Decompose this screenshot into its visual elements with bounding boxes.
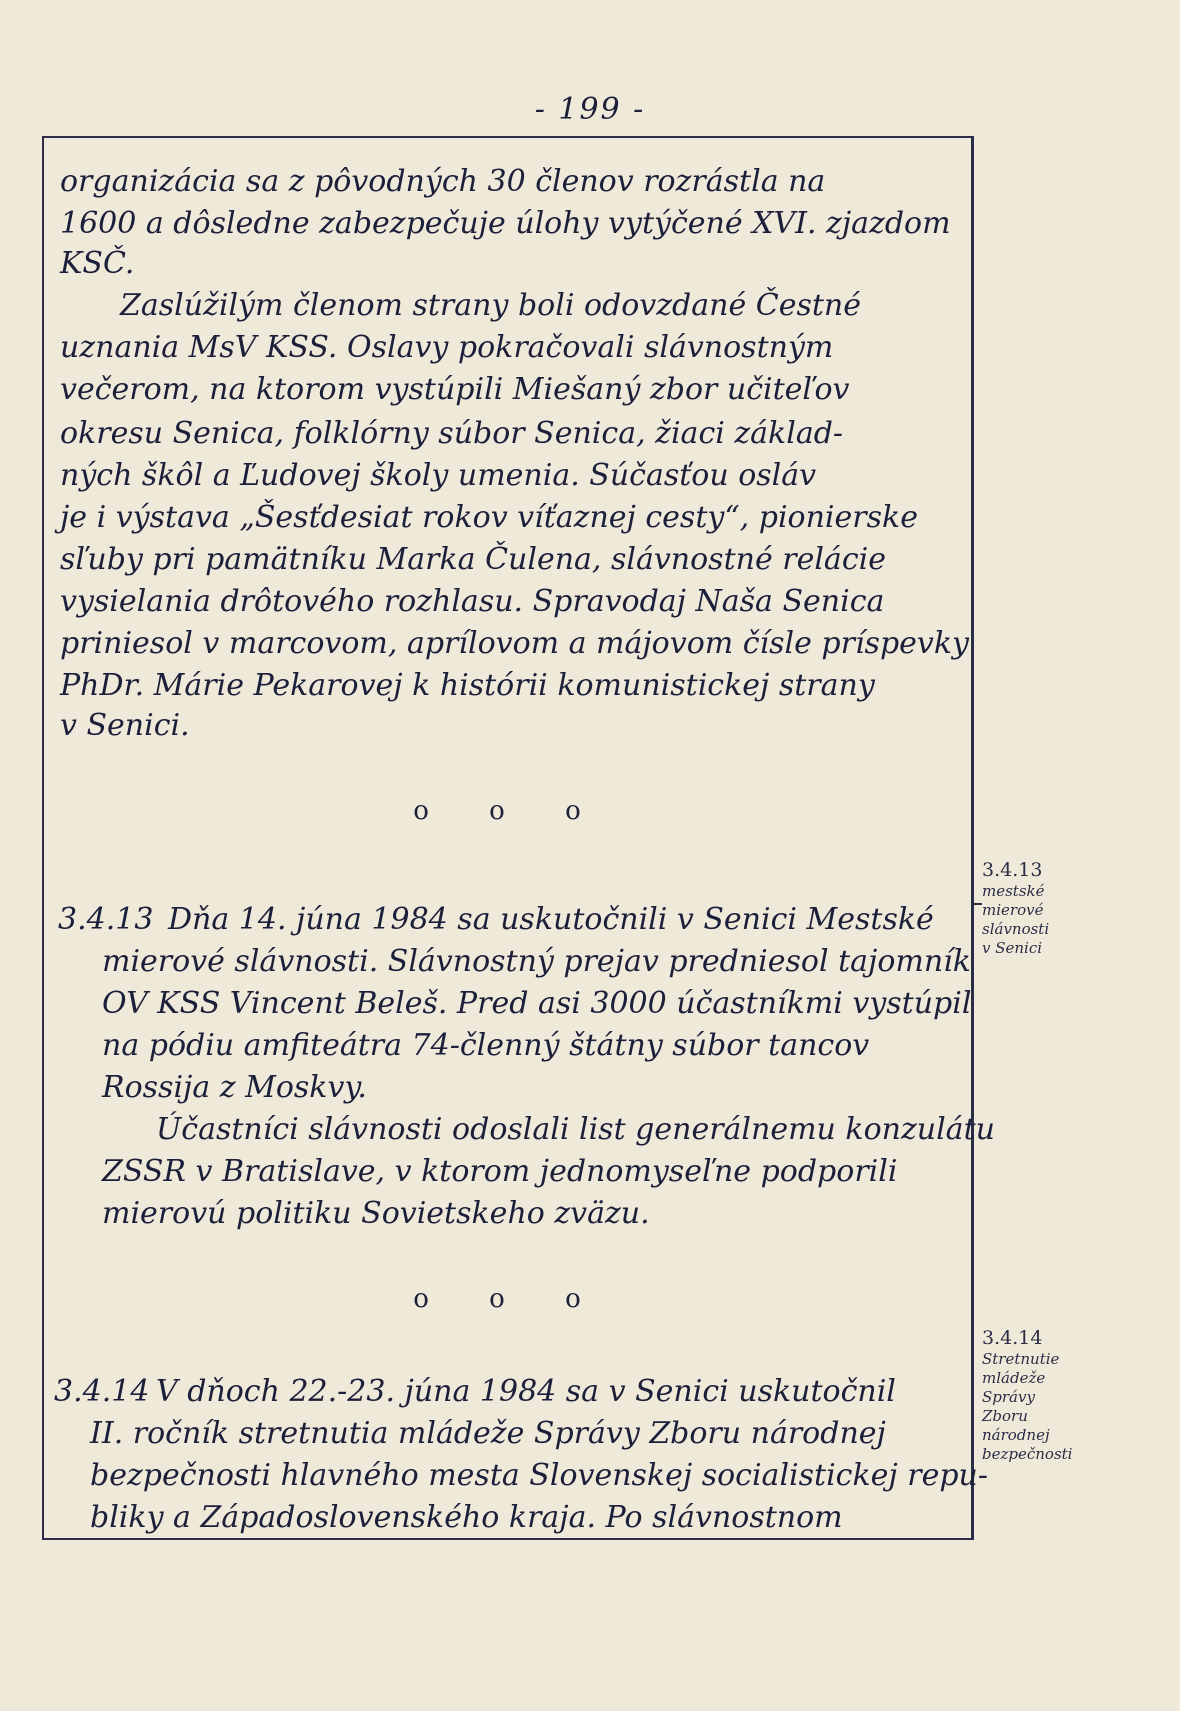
text-line: organizácia sa z pôvodných 30 členov rozrástla na [60,164,826,199]
section-separator: o o o [413,1284,607,1314]
margin-line: Správy [982,1388,1035,1406]
text-line: Zaslúžilým členom strany boli odovzdané Čestné [120,288,861,323]
text-line: sľuby pri pamätníku Marka Čulena, slávnostné relácie [60,542,886,577]
text-line: Rossija z Moskvy. [102,1070,367,1105]
text-line: na pódiu amfiteátra 74-členný štátny súbor tancov [102,1028,870,1063]
text-line: PhDr. Márie Pekarovej k histórii komunistickej strany [60,668,875,703]
text-line: ných škôl a Ľudovej školy umenia. Súčasťou osláv [60,458,817,493]
text-line: 1600 a dôsledne zabezpečuje úlohy vytýčené XVI. zjazdom [60,206,951,241]
margin-line: Stretnutie [982,1350,1060,1368]
margin-line: mestské [982,882,1045,900]
section-separator: o o o [413,796,607,826]
margin-note-3-4-13 [982,858,1172,958]
margin-ref: 3.4.14 [982,1327,1043,1349]
margin-line: bezpečnosti [982,1445,1073,1463]
text-line: mierové slávnosti. Slávnostný prejav predniesol tajomník [102,944,971,979]
section-ref: 3.4.14 [54,1374,150,1409]
margin-line: mierové [982,901,1044,919]
text-line: bliky a Západoslovenského kraja. Po slávnostnom [90,1500,843,1535]
margin-tick [974,903,982,905]
text-line: priniesol v marcovom, aprílovom a májovom čísle príspevky [60,626,969,661]
section-ref: 3.4.13 [58,902,154,937]
text-line: večerom, na ktorom vystúpili Miešaný zbor učiteľov [60,372,850,407]
text-line: II. ročník stretnutia mládeže Správy Zboru národnej [90,1416,886,1451]
margin-line: slávnosti [982,920,1050,938]
text-line: KSČ. [60,246,135,281]
text-line: OV KSS Vincent Beleš. Pred asi 3000 účastníkmi vystúpil [102,986,972,1021]
margin-note-3-4-14 [982,1326,1172,1464]
text-line: Účastníci slávnosti odoslali list generálnemu konzulátu [156,1112,995,1147]
text-line: je i výstava „Šesťdesiat rokov víťaznej cesty“, pionierske [60,500,918,535]
text-frame [42,136,995,1540]
margin-line: národnej [982,1426,1050,1444]
text-line: ZSSR v Bratislave, v ktorom jednomyseľne podporili [102,1154,898,1189]
text-line: okresu Senica, folklórny súbor Senica, žiaci základ- [60,416,844,451]
margin-line: v Senici [982,939,1043,957]
margin-ref: 3.4.13 [982,859,1043,881]
text-line: uznania MsV KSS. Oslavy pokračovali slávnostným [60,330,834,365]
margin-line: mládeže [982,1369,1046,1387]
page-number: - 199 - [534,92,646,127]
text-line: bezpečnosti hlavného mesta Slovenskej socialistickej repu- [90,1458,989,1493]
text-line: Dňa 14. júna 1984 sa uskutočnili v Senici Mestské [168,902,934,937]
margin-line: Zboru [982,1407,1028,1425]
text-line: mierovú politiku Sovietskeho zväzu. [102,1196,650,1231]
text-line: v Senici. [60,708,190,743]
text-line: V dňoch 22.-23. júna 1984 sa v Senici uskutočnil [156,1374,896,1409]
text-line: vysielania drôtového rozhlasu. Spravodaj Naša Senica [60,584,885,619]
